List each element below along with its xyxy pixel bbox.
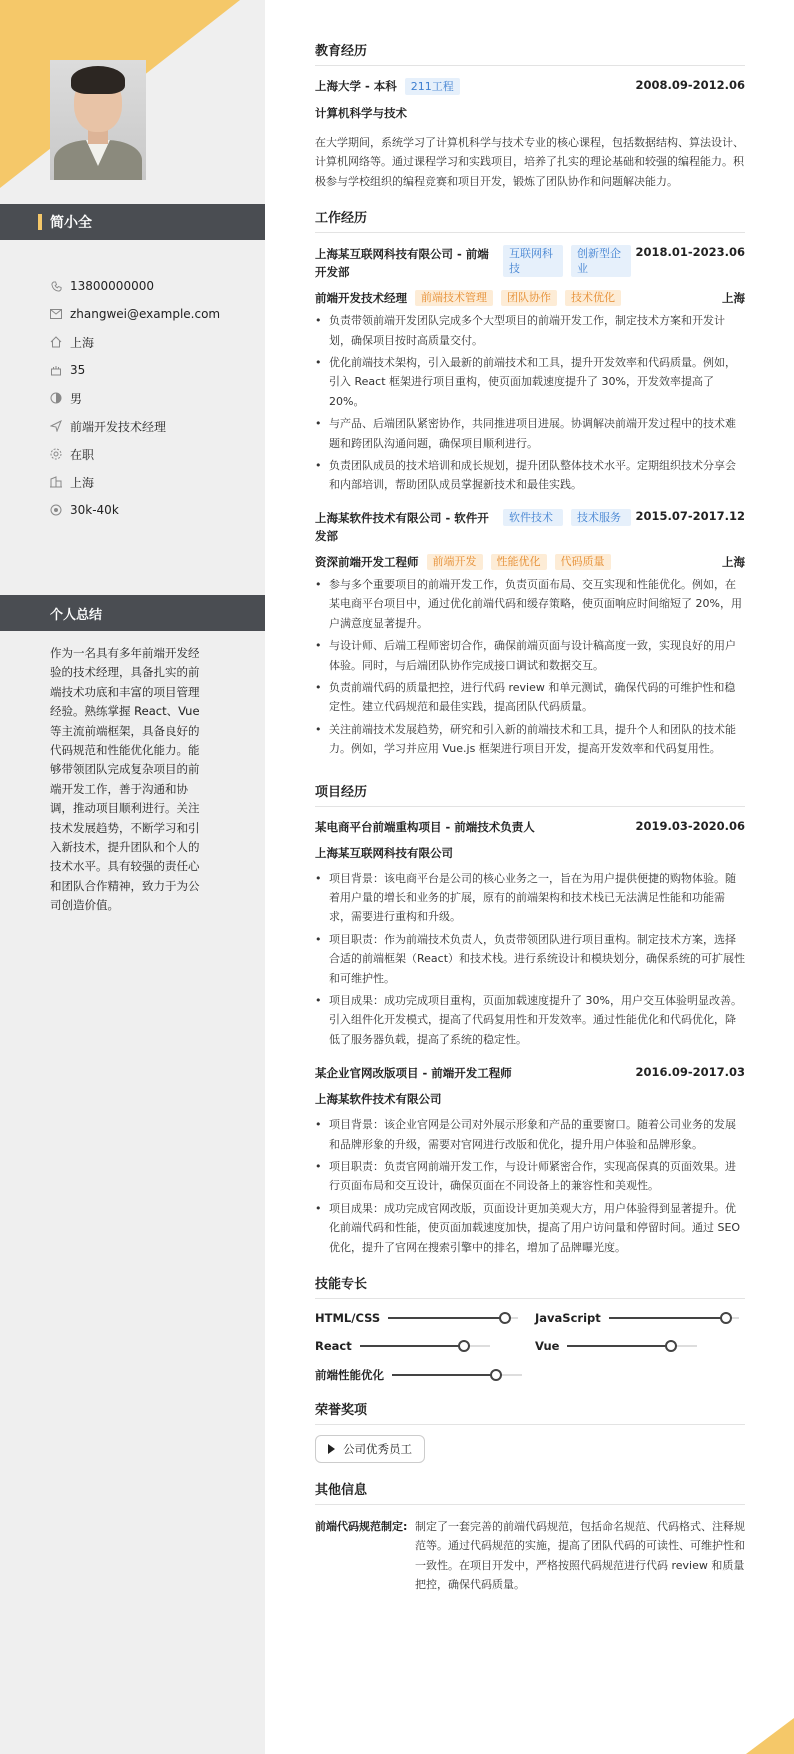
contact-text: 30k-40k <box>70 503 119 517</box>
project-bullet: • 项目职责：作为前端技术负责人，负责带领团队进行项目重构。制定技术方案，选择合适的前端框架（React）和技术栈。进行系统设计和模块划分，确保系统的可扩展性和可维护性。 <box>315 930 745 988</box>
salary-icon <box>50 504 62 516</box>
contact-text: 前端开发技术经理 <box>70 419 167 434</box>
section-title: 工作经历 <box>315 207 745 233</box>
job-bullet: • 与设计师、后端工程师密切合作，确保前端页面与设计稿高度一致，实现良好的用户体验。同时，与后端团队协作完成接口调试和数据交互。 <box>315 636 745 675</box>
job-bullet: • 负责带领前端开发团队完成多个大型项目的前端开发工作，制定技术方案和开发计划，确保项目按时高质量交付。 <box>315 311 745 350</box>
slider-knob[interactable] <box>665 1340 677 1352</box>
skill-item <box>535 1339 745 1353</box>
status-icon <box>50 448 62 460</box>
slider-knob[interactable] <box>720 1312 732 1324</box>
position-icon <box>50 420 62 432</box>
project-company: 上海某互联网科技有限公司 <box>315 845 453 860</box>
slider-knob[interactable] <box>490 1369 502 1381</box>
school-name: 上海大学 - 本科 <box>315 79 397 93</box>
project-bullet: • 项目职责：负责官网前端开发工作，与设计师紧密合作，实现高保真的页面效果。进行页面布局和交互设计，确保页面在不同设备上的兼容性和美观性。 <box>315 1157 745 1196</box>
other-key: 前端代码规范制定: <box>315 1520 408 1534</box>
contact-phone <box>50 272 220 300</box>
section-title: 荣誉奖项 <box>315 1399 745 1425</box>
skill-tag: 性能优化 <box>491 554 547 570</box>
company-tag: 互联网科技 <box>503 245 563 277</box>
city-icon <box>50 476 62 488</box>
skills-grid <box>315 1311 745 1383</box>
project-bullet: • 项目背景：该电商平台是公司的核心业务之一，旨在为用户提供便捷的购物体验。随着用户量的增长和业务的扩展，原有的前端架构和技术栈已无法满足性能和功能需求，需要进行重构和升级。 <box>315 869 745 927</box>
awards-section <box>315 1399 745 1463</box>
contact-text: 13800000000 <box>70 279 154 293</box>
play-icon <box>328 1444 335 1454</box>
contact-position <box>50 412 220 440</box>
major: 计算机科学与技术 <box>315 106 407 120</box>
skill-slider[interactable] <box>567 1345 697 1347</box>
slider-knob[interactable] <box>499 1312 511 1324</box>
skill-tag: 团队协作 <box>501 290 557 306</box>
job-bullet: • 负责前端代码的质量把控，进行代码 review 和单元测试，确保代码的可维护性和稳定性。建立代码规范和最佳实践，提高团队代码质量。 <box>315 678 745 717</box>
contact-text: 35 <box>70 363 86 377</box>
age-icon <box>50 364 62 376</box>
contact-home <box>50 328 220 356</box>
name-bar <box>0 204 265 240</box>
job-role: 前端开发技术经理 <box>315 291 407 306</box>
contact-text: zhangwei@example.com <box>70 307 221 321</box>
project-bullet: • 项目背景：该企业官网是公司对外展示形象和产品的重要窗口。随着公司业务的发展和品牌形象的升级，需要对官网进行改版和优化，提升用户体验和品牌形象。 <box>315 1115 745 1154</box>
job-item <box>315 509 745 759</box>
skill-slider[interactable] <box>392 1374 522 1376</box>
project-date: 2019.03-2020.06 <box>635 818 745 833</box>
award-label: 公司优秀员工 <box>343 1442 412 1457</box>
job-bullet: • 参与多个重要项目的前端开发工作，负责页面布局、交互实现和性能优化。例如，在某电商平台项目中，通过优化前端代码和缓存策略，使页面响应时间缩短了 20%，用户满意度显著提升。 <box>315 575 745 633</box>
education-desc: 在大学期间，系统学习了计算机科学与技术专业的核心课程，包括数据结构、算法设计、计算机网络等。通过课程学习和实践项目，培养了扎实的理论基础和较强的编程能力。积极参与学校组织的编程竞赛和项目开发，锻炼了团队协作和问题解决能力。 <box>315 136 744 188</box>
job-item <box>315 245 745 495</box>
project-item <box>315 1065 745 1257</box>
skill-slider[interactable] <box>360 1345 490 1347</box>
job-bullet: • 与产品、后端团队紧密协作，共同推进项目进展。协调解决前端开发过程中的技术难题和跨团队沟通问题，确保项目顺利进行。 <box>315 414 745 453</box>
section-title: 其他信息 <box>315 1479 745 1505</box>
project-item <box>315 819 745 1050</box>
skill-name: HTML/CSS <box>315 1311 381 1326</box>
skill-slider[interactable] <box>388 1317 518 1319</box>
project-name: 某企业官网改版项目 - 前端开发工程师 <box>315 1066 512 1081</box>
job-date: 2018.01-2023.06 <box>635 245 745 260</box>
skill-item <box>315 1367 535 1383</box>
section-title: 教育经历 <box>315 40 745 66</box>
avatar <box>50 60 146 180</box>
contact-text: 在职 <box>70 447 95 462</box>
contact-text: 上海 <box>70 335 95 350</box>
skill-slider[interactable] <box>609 1317 739 1319</box>
contact-age <box>50 356 220 384</box>
skill-item <box>315 1339 535 1353</box>
phone-icon <box>50 280 62 292</box>
company-name: 上海某软件技术有限公司 - 软件开发部 <box>315 510 489 543</box>
decor-triangle-bottom <box>746 1718 794 1754</box>
contact-text: 男 <box>70 391 83 406</box>
job-bullet: • 关注前端技术发展趋势，研究和引入新的前端技术和工具，提升个人和团队的技术能力。例如，学习并应用 Vue.js 框架进行项目开发，提高开发效率和代码复用性。 <box>315 720 745 759</box>
job-role: 资深前端开发工程师 <box>315 554 419 569</box>
skill-name: React <box>315 1339 352 1354</box>
other-row <box>315 1517 745 1595</box>
gender-icon <box>50 392 62 404</box>
contact-city <box>50 468 220 496</box>
company-tag: 技术服务 <box>571 509 631 526</box>
company-tag: 软件技术 <box>503 509 563 526</box>
project-company: 上海某软件技术有限公司 <box>315 1092 442 1107</box>
profile-name: 简小全 <box>50 215 92 231</box>
project-date: 2016.09-2017.03 <box>635 1065 745 1080</box>
project-bullet: • 项目成果：成功完成官网改版，页面设计更加美观大方，用户体验得到显著提升。优化前端代码和性能，使页面加载速度加快，提高了用户访问量和停留时间。通过 SEO 优化，提升了官网在搜索引擎中的排名，增加了品牌曝光度。 <box>315 1199 745 1257</box>
name-accent <box>38 214 42 230</box>
education-date: 2008.09-2012.06 <box>635 78 745 92</box>
skill-tag: 代码质量 <box>555 554 611 570</box>
contact-text: 上海 <box>70 475 95 490</box>
company-name: 上海某互联网科技有限公司 - 前端开发部 <box>315 247 489 280</box>
sidebar <box>0 0 265 1754</box>
job-city: 上海 <box>722 291 745 306</box>
project-name: 某电商平台前端重构项目 - 前端技术负责人 <box>315 819 535 834</box>
other-section <box>315 1479 745 1595</box>
skill-tag: 前端技术管理 <box>415 290 493 306</box>
job-date: 2015.07-2017.12 <box>635 508 745 523</box>
mail-icon <box>50 308 62 320</box>
skill-tag: 前端开发 <box>427 554 483 570</box>
contact-email <box>50 300 220 328</box>
main-content <box>315 40 745 1611</box>
skill-item <box>315 1311 535 1325</box>
skill-name: JavaScript <box>535 1311 601 1326</box>
summary-bar <box>0 595 265 631</box>
project-bullet: • 项目成果：成功完成项目重构，页面加载速度提升了 30%，用户交互体验明显改善。引入组件化开发模式，提高了代码复用性和开发效率。通过性能优化和代码优化，降低了服务器负载，提高了系统的稳定性。 <box>315 991 745 1049</box>
skill-name: 前端性能优化 <box>315 1368 384 1383</box>
summary-title: 个人总结 <box>50 608 103 623</box>
job-city: 上海 <box>722 554 745 569</box>
contact-salary <box>50 496 220 524</box>
award-item[interactable] <box>315 1435 425 1463</box>
home-icon <box>50 336 62 348</box>
work-section <box>315 207 745 758</box>
education-section <box>315 40 745 191</box>
skill-name: Vue <box>535 1339 560 1354</box>
section-title: 技能专长 <box>315 1273 745 1299</box>
school-tag: 211工程 <box>405 78 460 95</box>
section-title: 项目经历 <box>315 781 745 807</box>
contact-list <box>50 272 220 524</box>
slider-knob[interactable] <box>458 1340 470 1352</box>
job-bullet: • 负责团队成员的技术培训和成长规划，提升团队整体技术水平。定期组织技术分享会和内部培训，帮助团队成员掌握新技术和最佳实践。 <box>315 456 745 495</box>
company-tag: 创新型企业 <box>571 245 631 277</box>
skill-tag: 技术优化 <box>565 290 621 306</box>
job-bullet: • 优化前端技术架构，引入最新的前端技术和工具，提升开发效率和代码质量。例如，引入 React 框架进行项目重构，使页面加载速度提升了 30%，开发效率提高了 20%。 <box>315 353 745 411</box>
skill-item <box>535 1311 745 1325</box>
projects-section <box>315 781 745 1258</box>
education-header <box>315 78 745 95</box>
skills-section <box>315 1273 745 1383</box>
summary-text: 作为一名具有多年前端开发经验的技术经理，具备扎实的前端技术功底和丰富的项目管理经验。熟练掌握 React、Vue 等主流前端框架，具备良好的代码规范和性能优化能力。能够带领团队完成复杂项目的前端开发工作，善于沟通和协调，推动项目顺利进行。关注技术发展趋势，不断学习和引入新技术，提升团队和个人的技术水平。具有较强的责任心和团队合作精神，致力于为公司创造价值。 <box>50 646 200 913</box>
contact-status <box>50 440 220 468</box>
contact-gender <box>50 384 220 412</box>
other-value: 制定了一套完善的前端代码规范，包括命名规范、代码格式、注释规范等。通过代码规范的实施，提高了团队代码的可读性、可维护性和一致性。在项目开发中，严格按照代码规范进行代码 review 和质量把控，确保代码质量。 <box>415 1520 745 1592</box>
